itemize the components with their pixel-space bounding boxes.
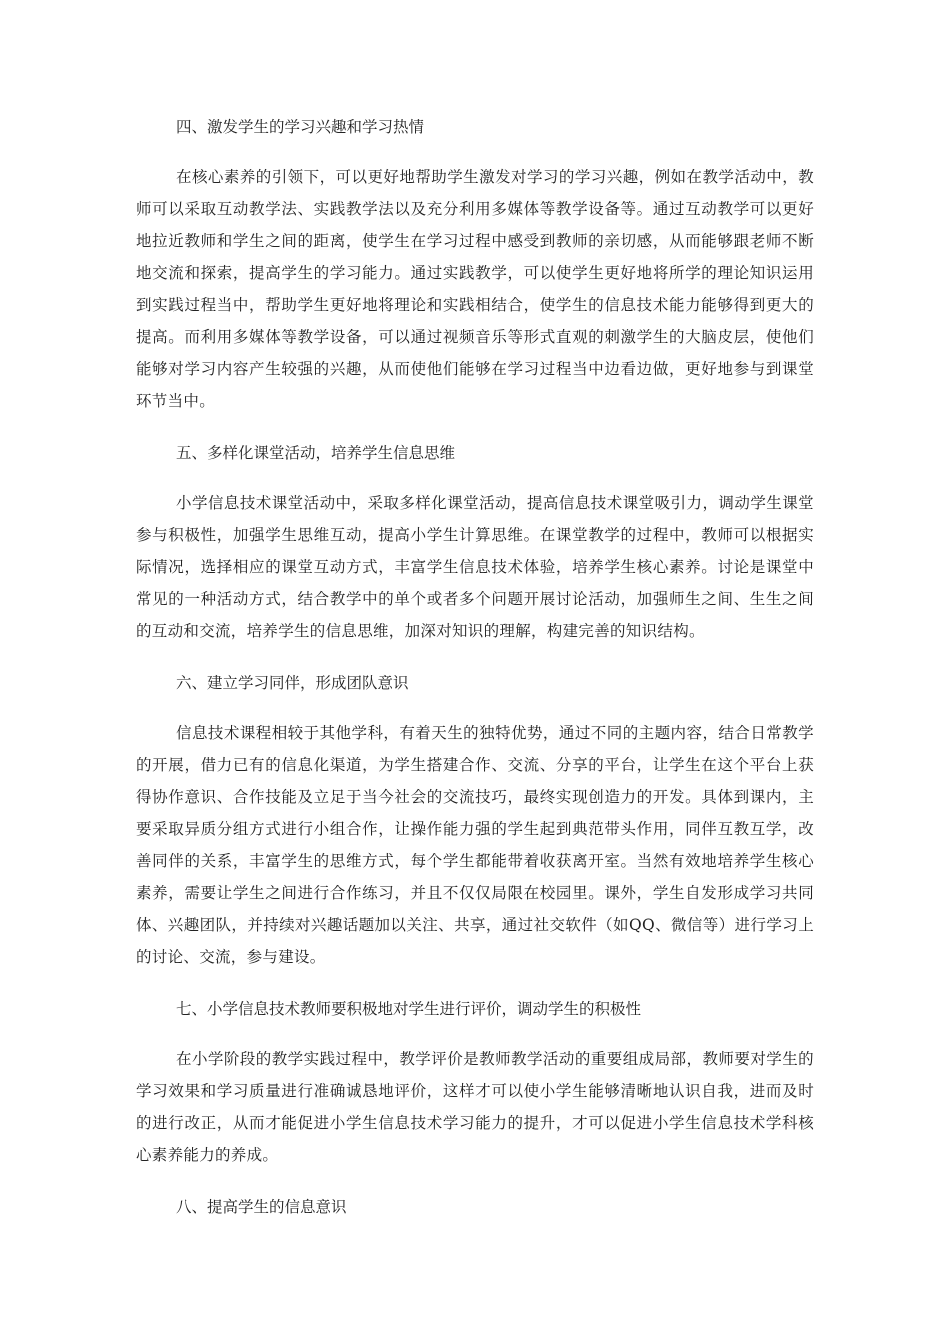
section-heading-8: 八、提高学生的信息意识 (176, 1198, 347, 1216)
section-heading-6: 六、建立学习同伴，形成团队意识 (176, 674, 409, 692)
section-paragraph-7: 在小学阶段的教学实践过程中，教学评价是教师教学活动的重要组成局部，教师要对学生的学习效果和学习质量进行准确诚恳地评价，这样才可以使小学生能够清晰地认识自我，进而及时的进行改正，从而才能促进小学生信息技术学习能力的提升，才可以促进小学生信息技术学科核心素养能力的养成。 (136, 1050, 814, 1164)
section-paragraph-5: 小学信息技术课堂活动中，采取多样化课堂活动，提高信息技术课堂吸引力，调动学生课堂参与积极性，加强学生思维互动，提高小学生计算思维。在课堂教学的过程中，教师可以根据实际情况，选择相应的课堂互动方式，丰富学生信息技术体验，培养学生核心素养。讨论是课堂中常见的一种活动方式，结合教学中的单个或者多个问题开展讨论活动，加强师生之间、生生之间的互动和交流，培养学生的信息思维，加深对知识的理解，构建完善的知识结构。 (136, 494, 814, 640)
section-heading-4: 四、激发学生的学习兴趣和学习热情 (176, 118, 425, 136)
section-heading-7: 七、小学信息技术教师要积极地对学生进行评价，调动学生的积极性 (176, 1000, 642, 1018)
section-paragraph-4: 在核心素养的引领下，可以更好地帮助学生激发对学习的学习兴趣，例如在教学活动中，教师可以采取互动教学法、实践教学法以及充分利用多媒体等教学设备等。通过互动教学可以更好地拉近教师和学生之间的距离，使学生在学习过程中感受到教师的亲切感，从而能够跟老师不断地交流和探索，提高学生的学习能力。通过实践教学，可以使学生更好地将所学的理论知识运用到实践过程当中，帮助学生更好地将理论和实践相结合，使学生的信息技术能力能够得到更大的提高。而利用多媒体等教学设备，可以通过视频音乐等形式直观的刺激学生的大脑皮层，使他们能够对学习内容产生较强的兴趣，从而使他们能够在学习过程当中边看边做，更好地参与到课堂环节当中。 (136, 168, 814, 410)
section-heading-5: 五、多样化课堂活动，培养学生信息思维 (176, 444, 456, 462)
section-paragraph-6: 信息技术课程相较于其他学科，有着天生的独特优势，通过不同的主题内容，结合日常教学的开展，借力已有的信息化渠道，为学生搭建合作、交流、分享的平台，让学生在这个平台上获得协作意识、合作技能及立足于当今社会的交流技巧，最终实现创造力的开发。具体到课内，主要采取异质分组方式进行小组合作，让操作能力强的学生起到典范带头作用，同伴互教互学，改善同伴的关系，丰富学生的思维方式，每个学生都能带着收获离开室。当然有效地培养学生核心素养，需要让学生之间进行合作练习，并且不仅仅局限在校园里。课外，学生自发形成学习共同体、兴趣团队，并持续对兴趣话题加以关注、共享，通过社交软件（如QQ、微信等）进行学习上的讨论、交流，参与建设。 (136, 724, 814, 966)
document-body (136, 111, 814, 1223)
